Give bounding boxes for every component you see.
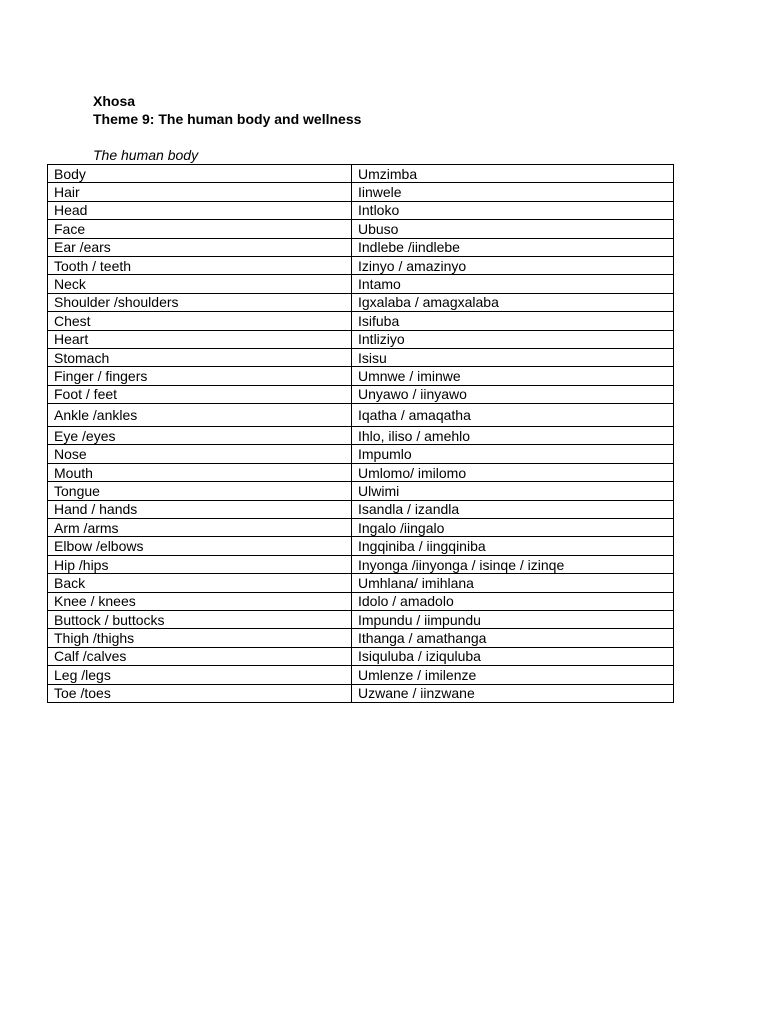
english-term-cell: Ankle /ankles bbox=[48, 404, 352, 427]
table-row bbox=[48, 647, 674, 665]
xhosa-term-cell: Ithanga / amathanga bbox=[352, 629, 674, 647]
english-term-cell: Nose bbox=[48, 445, 352, 463]
xhosa-term-cell: Impumlo bbox=[352, 445, 674, 463]
xhosa-term-cell: Idolo / amadolo bbox=[352, 592, 674, 610]
xhosa-term-cell: Izinyo / amazinyo bbox=[352, 256, 674, 274]
xhosa-term-cell: Isandla / izandla bbox=[352, 500, 674, 518]
xhosa-term-cell: Ulwimi bbox=[352, 482, 674, 500]
table-row bbox=[48, 367, 674, 385]
table-row bbox=[48, 385, 674, 403]
xhosa-term-cell: Impundu / iimpundu bbox=[352, 610, 674, 628]
english-term-cell: Buttock / buttocks bbox=[48, 610, 352, 628]
english-term-cell: Face bbox=[48, 220, 352, 238]
vocabulary-table-body bbox=[48, 165, 674, 703]
table-row bbox=[48, 610, 674, 628]
table-row bbox=[48, 201, 674, 219]
table-row bbox=[48, 482, 674, 500]
table-row bbox=[48, 463, 674, 481]
english-term-cell: Hand / hands bbox=[48, 500, 352, 518]
table-row bbox=[48, 348, 674, 366]
english-term-cell: Foot / feet bbox=[48, 385, 352, 403]
table-row bbox=[48, 293, 674, 311]
xhosa-term-cell: Umnwe / iminwe bbox=[352, 367, 674, 385]
table-row bbox=[48, 330, 674, 348]
english-term-cell: Leg /legs bbox=[48, 666, 352, 684]
table-row bbox=[48, 574, 674, 592]
table-row bbox=[48, 312, 674, 330]
table-row bbox=[48, 275, 674, 293]
english-term-cell: Neck bbox=[48, 275, 352, 293]
document-title: Xhosa bbox=[93, 93, 136, 109]
english-term-cell: Ear /ears bbox=[48, 238, 352, 256]
xhosa-term-cell: Intamo bbox=[352, 275, 674, 293]
xhosa-term-cell: Intliziyo bbox=[352, 330, 674, 348]
xhosa-term-cell: Ihlo, iliso / amehlo bbox=[352, 427, 674, 445]
english-term-cell: Tongue bbox=[48, 482, 352, 500]
table-row bbox=[48, 404, 674, 427]
table-row bbox=[48, 238, 674, 256]
english-term-cell: Arm /arms bbox=[48, 519, 352, 537]
xhosa-term-cell: Ubuso bbox=[352, 220, 674, 238]
xhosa-term-cell: Ingqiniba / iingqiniba bbox=[352, 537, 674, 555]
xhosa-term-cell: Umzimba bbox=[352, 165, 674, 183]
xhosa-term-cell: Intloko bbox=[352, 201, 674, 219]
english-term-cell: Thigh /thighs bbox=[48, 629, 352, 647]
section-heading: The human body bbox=[93, 147, 199, 163]
xhosa-term-cell: Unyawo / iinyawo bbox=[352, 385, 674, 403]
xhosa-term-cell: Umhlana/ imihlana bbox=[352, 574, 674, 592]
english-term-cell: Hip /hips bbox=[48, 555, 352, 573]
english-term-cell: Back bbox=[48, 574, 352, 592]
table-row bbox=[48, 519, 674, 537]
english-term-cell: Mouth bbox=[48, 463, 352, 481]
xhosa-term-cell: Isiquluba / iziquluba bbox=[352, 647, 674, 665]
xhosa-term-cell: Uzwane / iinzwane bbox=[352, 684, 674, 702]
english-term-cell: Eye /eyes bbox=[48, 427, 352, 445]
english-term-cell: Calf /calves bbox=[48, 647, 352, 665]
english-term-cell: Head bbox=[48, 201, 352, 219]
table-row bbox=[48, 445, 674, 463]
english-term-cell: Tooth / teeth bbox=[48, 256, 352, 274]
table-row bbox=[48, 592, 674, 610]
xhosa-term-cell: Isifuba bbox=[352, 312, 674, 330]
table-row bbox=[48, 629, 674, 647]
english-term-cell: Stomach bbox=[48, 348, 352, 366]
table-row bbox=[48, 256, 674, 274]
english-term-cell: Finger / fingers bbox=[48, 367, 352, 385]
vocabulary-table bbox=[47, 164, 674, 703]
xhosa-term-cell: Inyonga /iinyonga / isinqe / izinqe bbox=[352, 555, 674, 573]
xhosa-term-cell: Umlomo/ imilomo bbox=[352, 463, 674, 481]
xhosa-term-cell: Iinwele bbox=[352, 183, 674, 201]
xhosa-term-cell: Umlenze / imilenze bbox=[352, 666, 674, 684]
table-row bbox=[48, 537, 674, 555]
table-row bbox=[48, 183, 674, 201]
table-row bbox=[48, 427, 674, 445]
table-row bbox=[48, 684, 674, 702]
xhosa-term-cell: Ingalo /iingalo bbox=[352, 519, 674, 537]
table-row bbox=[48, 555, 674, 573]
xhosa-term-cell: Iqatha / amaqatha bbox=[352, 404, 674, 427]
table-row bbox=[48, 666, 674, 684]
english-term-cell: Elbow /elbows bbox=[48, 537, 352, 555]
table-row bbox=[48, 165, 674, 183]
table-row bbox=[48, 500, 674, 518]
english-term-cell: Knee / knees bbox=[48, 592, 352, 610]
english-term-cell: Toe /toes bbox=[48, 684, 352, 702]
xhosa-term-cell: Igxalaba / amagxalaba bbox=[352, 293, 674, 311]
xhosa-term-cell: Indlebe /iindlebe bbox=[352, 238, 674, 256]
english-term-cell: Body bbox=[48, 165, 352, 183]
english-term-cell: Chest bbox=[48, 312, 352, 330]
english-term-cell: Shoulder /shoulders bbox=[48, 293, 352, 311]
english-term-cell: Heart bbox=[48, 330, 352, 348]
document-subtitle: Theme 9: The human body and wellness bbox=[93, 111, 362, 127]
english-term-cell: Hair bbox=[48, 183, 352, 201]
xhosa-term-cell: Isisu bbox=[352, 348, 674, 366]
table-row bbox=[48, 220, 674, 238]
